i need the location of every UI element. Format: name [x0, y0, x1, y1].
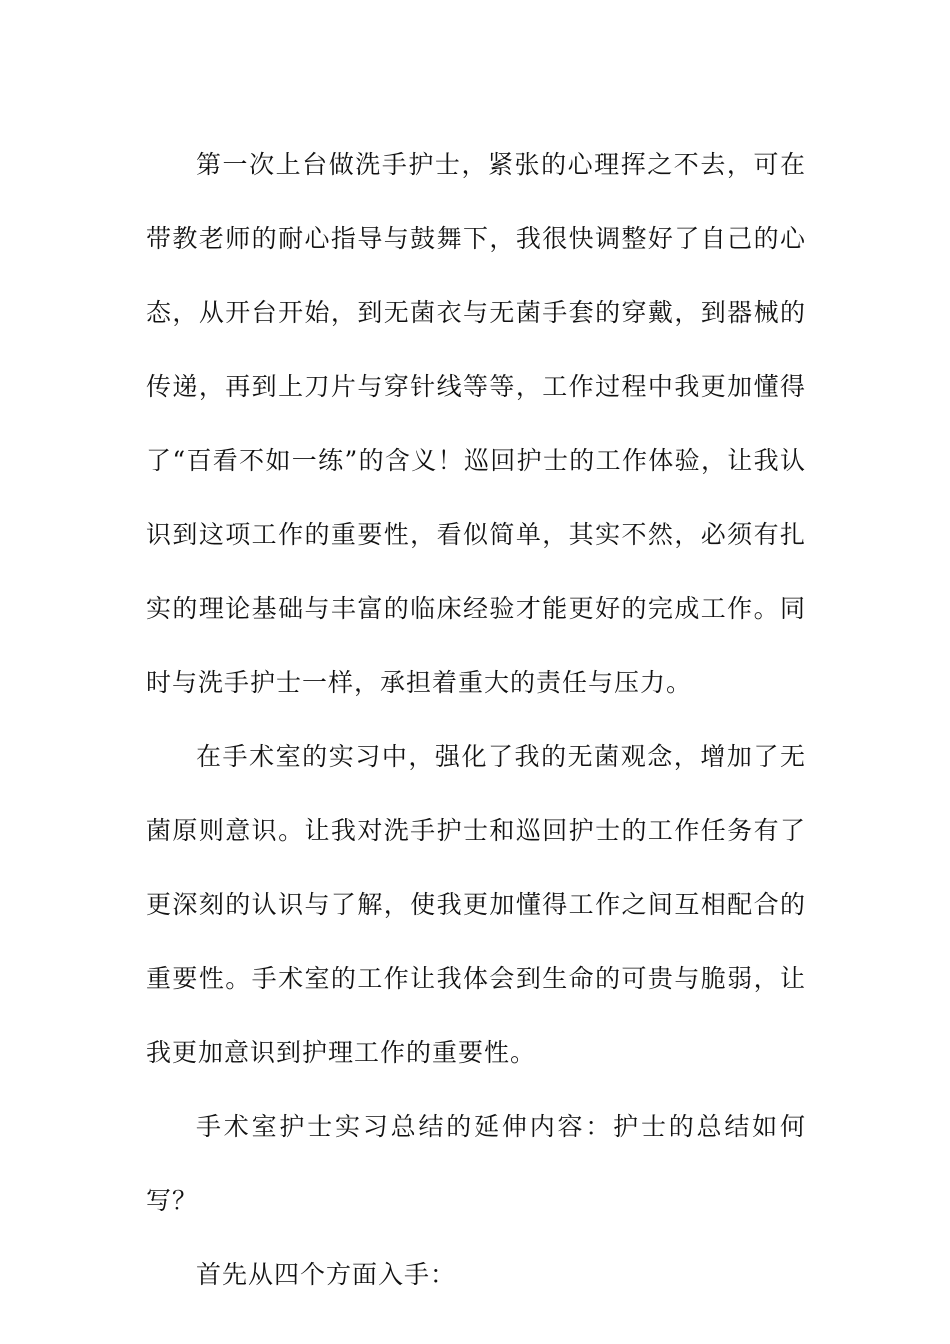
paragraph-2: 在手术室的实习中，强化了我的无菌观念，增加了无菌原则意识。让我对洗手护士和巡回护士的工作任务有了更深刻的认识与了解，使我更加懂得工作之间互相配合的重要性。手术室的工作让我体会到生命的可贵与脆弱，让我更加意识到护理工作的重要性。	[146, 742, 806, 1067]
paragraph-4: 首先从四个方面入手：	[196, 1260, 457, 1289]
paragraph-3: 手术室护士实习总结的延伸内容：护士的总结如何写？	[146, 1112, 806, 1215]
paragraph-1: 第一次上台做洗手护士，紧张的心理挥之不去，可在带教老师的耐心指导与鼓舞下，我很快调整好了自己的心态，从开台开始，到无菌衣与无菌手套的穿戴，到器械的传递，再到上刀片与穿针线等等，工作过程中我更加懂得了“百看不如一练”的含义！巡回护士的工作体验，让我认识到这项工作的重要性，看似简单，其实不然，必须有扎实的理论基础与丰富的临床经验才能更好的完成工作。同时与洗手护士一样，承担着重大的责任与压力。	[146, 150, 806, 697]
document-body	[146, 128, 806, 1312]
